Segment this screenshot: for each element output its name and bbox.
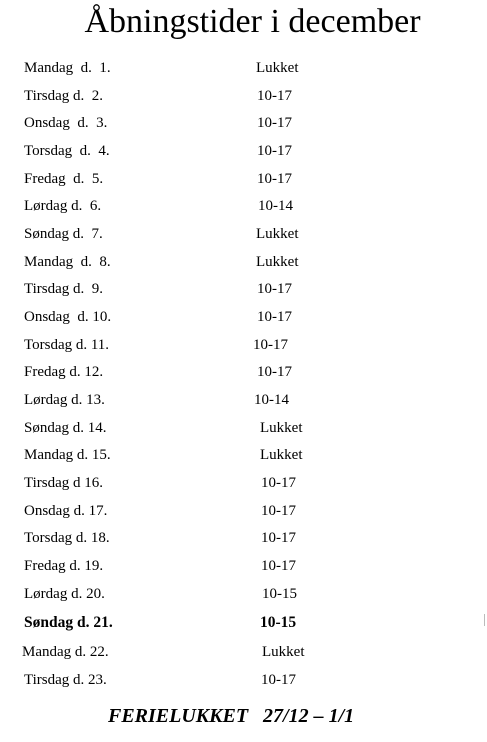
hours-value: 10-17	[261, 530, 296, 546]
list-item	[0, 613, 487, 633]
list-item	[0, 113, 487, 133]
hours-value: 10-17	[261, 672, 296, 688]
hours-value: Lukket	[262, 644, 305, 660]
day-label: Søndag d. 21.	[24, 614, 113, 631]
holiday-closed-notice: FERIELUKKET 27/12 – 1/1	[108, 705, 355, 727]
hours-value: 10-17	[257, 143, 292, 159]
list-item	[0, 58, 487, 78]
list-item	[0, 670, 487, 690]
day-label: Fredag d. 12.	[24, 364, 104, 380]
day-label: Søndag d. 7.	[24, 226, 103, 242]
hours-value: Lukket	[256, 60, 299, 76]
day-label: Lørdag d. 6.	[24, 198, 102, 214]
day-label: Mandag d. 1.	[24, 60, 111, 76]
day-label: Fredag d. 5.	[24, 171, 104, 187]
hours-value: 10-17	[261, 503, 296, 519]
list-item	[0, 335, 487, 355]
day-label: Onsdag d. 10.	[24, 309, 112, 325]
list-item	[0, 418, 487, 438]
day-label: Mandag d. 22.	[22, 644, 109, 660]
list-item	[0, 556, 487, 576]
list-item	[0, 445, 487, 465]
day-label: Tirsdag d. 9.	[24, 281, 104, 297]
day-label: Fredag d. 19.	[24, 558, 104, 574]
day-label: Onsdag d. 17.	[24, 503, 108, 519]
day-label: Lørdag d. 20.	[24, 586, 105, 602]
day-label: Tirsdag d 16.	[24, 475, 104, 491]
day-label: Tirsdag d. 2.	[24, 88, 104, 104]
list-item	[0, 501, 487, 521]
hours-value: 10-17	[253, 337, 288, 353]
hours-value: 10-17	[257, 281, 292, 297]
hours-value: 10-17	[257, 88, 292, 104]
list-item	[0, 642, 487, 662]
hours-value: 10-17	[261, 558, 296, 574]
day-label: Onsdag d. 3.	[24, 115, 108, 131]
hours-value: Lukket	[260, 420, 303, 436]
page-title: Åbningstider i december	[84, 3, 421, 40]
hours-value: 10-17	[261, 475, 296, 491]
day-label: Torsdag d. 18.	[24, 530, 110, 546]
list-item	[0, 196, 487, 216]
hours-value: 10-14	[254, 392, 289, 408]
list-item	[0, 473, 487, 493]
day-label: Tirsdag d. 23.	[24, 672, 107, 688]
list-item	[0, 584, 487, 604]
hours-value: Lukket	[256, 254, 299, 270]
day-label: Mandag d. 8.	[24, 254, 111, 270]
list-item	[0, 307, 487, 327]
hours-value: 10-17	[257, 309, 292, 325]
day-label: Lørdag d. 13.	[24, 392, 105, 408]
hours-value: 10-17	[257, 364, 292, 380]
day-label: Mandag d. 15.	[24, 447, 111, 463]
list-item	[0, 362, 487, 382]
day-label: Torsdag d. 11.	[24, 337, 110, 353]
list-item	[0, 528, 487, 548]
list-item	[0, 279, 487, 299]
hours-value: 10-15	[262, 586, 297, 602]
hours-value: 10-17	[257, 171, 292, 187]
hours-value: 10-17	[257, 115, 292, 131]
hours-value: 10-15	[260, 614, 297, 631]
day-label: Søndag d. 14.	[24, 420, 107, 436]
list-item	[0, 224, 487, 244]
hours-value: Lukket	[260, 447, 303, 463]
list-item	[0, 141, 487, 161]
list-item	[0, 86, 487, 106]
hours-value: 10-14	[258, 198, 293, 214]
list-item	[0, 169, 487, 189]
hours-value: Lukket	[256, 226, 299, 242]
list-item	[0, 252, 487, 272]
day-label: Torsdag d. 4.	[24, 143, 110, 159]
list-item	[0, 390, 487, 410]
